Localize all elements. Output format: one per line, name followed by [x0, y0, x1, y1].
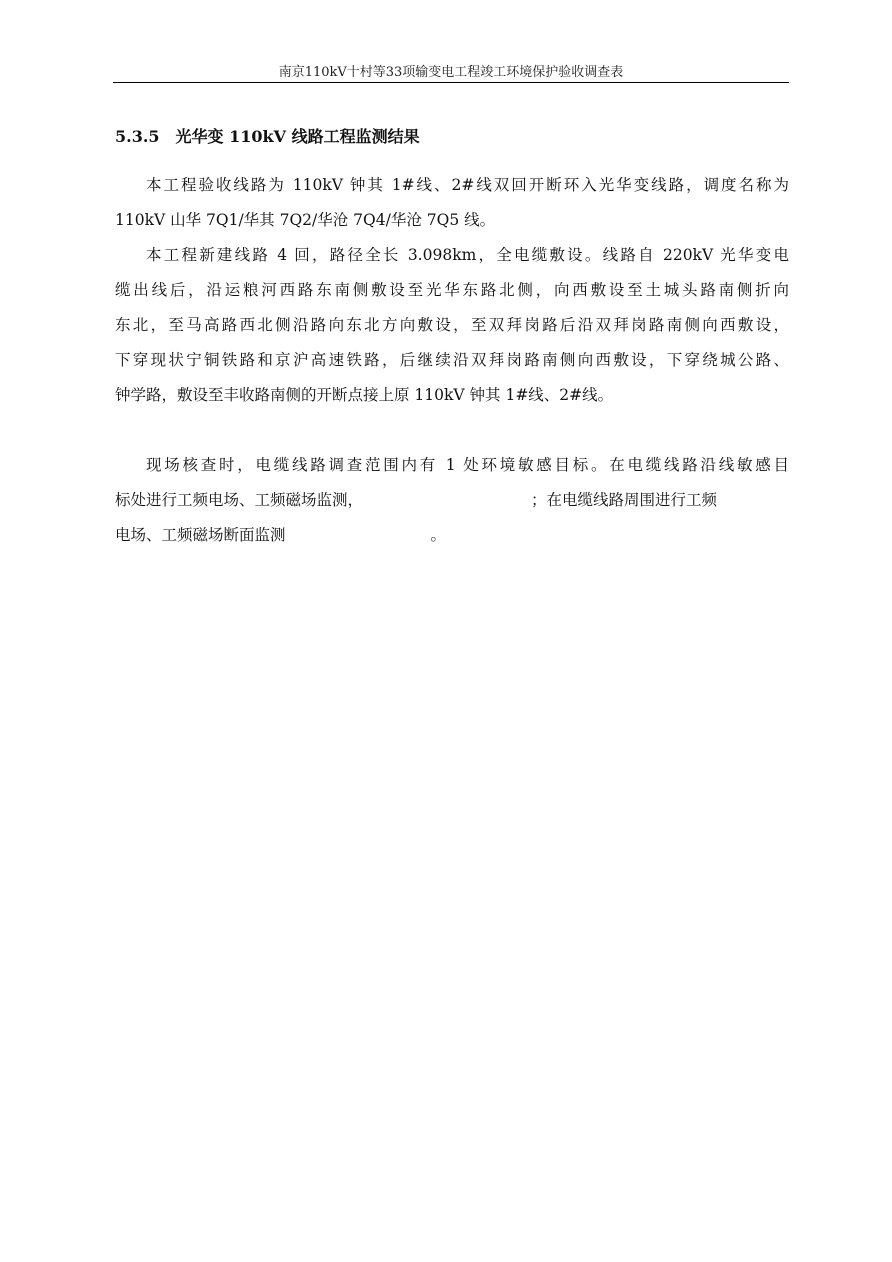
text-line: 本工程验收线路为 110kV 钟其 1#线、2#线双回开断环入光华变线路，调度名称为 [146, 176, 789, 194]
text-line: 现场核查时，电缆线路调查范围内有 1 处环境敏感目标。在电缆线路沿线敏感目 [146, 456, 789, 474]
text-line: 钟学路，敷设至丰收路南侧的开断点接上原 110kV 钟其 1#线、2#线。 [115, 386, 614, 404]
section-title: 光华变 110kV 线路工程监测结果 [175, 127, 420, 146]
text-line: 下穿现状宁铜铁路和京沪高速铁路，后继续沿双拜岗路南侧向西敷设，下穿绕城公路、 [115, 351, 789, 369]
section-heading [115, 126, 789, 148]
text-segment: 标处进行工频电场、工频磁场监测， [115, 491, 364, 509]
text-line: 缆出线后，沿运粮河西路东南侧敷设至光华东路北侧，向西敷设至土城头路南侧折向 [115, 281, 789, 299]
paragraph-route-description [115, 168, 789, 238]
paragraph-line-construction [115, 238, 789, 413]
text-segment: ；在电缆线路周围进行工频 [531, 491, 718, 509]
text-line [115, 518, 789, 553]
text-line [115, 483, 789, 518]
page-header: 南京110kV十村等33项输变电工程竣工环境保护验收调查表 [278, 65, 624, 80]
text-line: 东北，至马高路西北侧沿路向东北方向敷设，至双拜岗路后沿双拜岗路南侧向西敷设， [115, 316, 789, 334]
header-rule [113, 82, 789, 83]
paragraph-gap [115, 413, 789, 448]
text-line: 110kV 山华 7Q1/华其 7Q2/华沧 7Q4/华沧 7Q5 线。 [115, 211, 496, 229]
document-body [115, 168, 789, 553]
text-segment: 。 [430, 526, 447, 544]
text-line: 本工程新建线路 4 回，路径全长 3.098km，全电缆敷设。线路自 220kV 光华变电 [146, 246, 789, 264]
text-segment: 电场、工频磁场断面监测 [115, 526, 286, 544]
paragraph-monitoring [115, 448, 789, 553]
section-number: 5.3.5 [115, 127, 160, 146]
